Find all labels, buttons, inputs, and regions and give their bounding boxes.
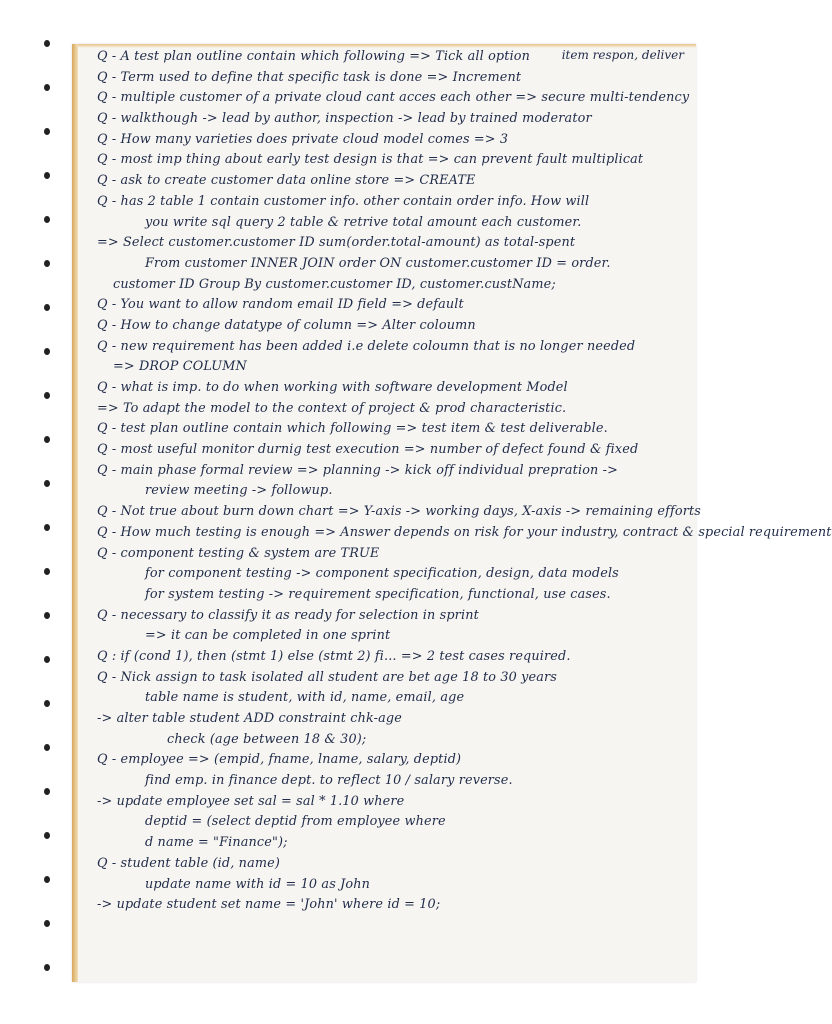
note-line: Q : if (cond 1), then (stmt 1) else (stmt 2) fi... => 2 test cases required. — [97, 648, 571, 664]
binding-hole — [44, 128, 50, 135]
note-line: for component testing -> component specification, design, data models — [145, 566, 619, 582]
note-line: table name is student, with id, name, email, age — [145, 690, 465, 706]
binding-hole — [44, 524, 50, 531]
binding-hole — [44, 260, 50, 267]
notebook-page — [72, 44, 832, 982]
note-line: Q - How much testing is enough => Answer depends on risk for your industry, contract & special requirement — [97, 524, 832, 540]
note-line: => Select customer.customer ID sum(order.total-amount) as total-spent — [97, 235, 576, 251]
note-line: you write sql query 2 table & retrive total amount each customer. — [145, 214, 582, 230]
note-line: Q - How many varieties does private cloud model comes => 3 — [97, 131, 509, 147]
note-line: find emp. in finance dept. to reflect 10 / salary reverse. — [145, 773, 513, 789]
note-line: Q - employee => (empid, fname, lname, salary, deptid) — [97, 752, 462, 768]
note-line: d name = "Finance"); — [145, 835, 288, 851]
binding-hole — [44, 568, 50, 575]
note-line: customer ID Group By customer.customer ID, customer.custName; — [113, 276, 556, 292]
binding-hole — [44, 964, 50, 971]
note-line: Q - Nick assign to task isolated all student are bet age 18 to 30 years — [97, 669, 557, 685]
note-line: Q - multiple customer of a private cloud cant acces each other => secure multi-tendency — [97, 90, 690, 106]
note-line: -> update student set name = 'John' where id = 10; — [97, 897, 441, 913]
note-line: check (age between 18 & 30); — [167, 731, 367, 747]
note-line: Q - ask to create customer data online store => CREATE — [97, 173, 476, 189]
note-line: => To adapt the model to the context of project & prod characteristic. — [97, 400, 567, 416]
binding-hole — [44, 216, 50, 223]
note-line: Q - How to change datatype of column => Alter coloumn — [97, 317, 476, 333]
binding-hole — [44, 612, 50, 619]
note-line: Q - most imp thing about early test design is that => can prevent fault multiplicat — [97, 152, 644, 168]
binding-hole — [44, 920, 50, 927]
note-line: review meeting -> followup. — [145, 483, 333, 499]
note-line: => it can be completed in one sprint — [145, 628, 391, 644]
binding-hole — [44, 832, 50, 839]
note-line: Q - has 2 table 1 contain customer info. other contain order info. How will — [97, 193, 590, 209]
binding-hole — [44, 172, 50, 179]
note-line: Q - most useful monitor durnig test execution => number of defect found & fixed — [97, 442, 639, 458]
binding-hole — [44, 436, 50, 443]
note-line: From customer INNER JOIN order ON customer.customer ID = order. — [145, 255, 611, 271]
binding-holes — [44, 40, 54, 1000]
side-note: item respon, deliver — [561, 48, 684, 62]
note-line: Q - Term used to define that specific task is done => Increment — [97, 69, 522, 85]
binding-hole — [44, 744, 50, 751]
binding-hole — [44, 788, 50, 795]
note-line: Q - what is imp. to do when working with software development Model — [97, 380, 568, 395]
note-line: Q - A test plan outline contain which following => Tick all option — [97, 49, 531, 64]
note-line: deptid = (select deptid from employee where — [145, 814, 446, 830]
note-line: Q - test plan outline contain which following => test item & test deliverable. — [97, 421, 608, 437]
note-line: => DROP COLUMN — [113, 359, 247, 375]
note-line: Q - You want to allow random email ID field => default — [97, 297, 464, 313]
note-line: Q - necessary to classify it as ready for selection in sprint — [97, 607, 479, 623]
binding-hole — [44, 876, 50, 883]
binding-hole — [44, 304, 50, 311]
note-line: update name with id = 10 as John — [145, 876, 371, 892]
note-line: Q - walkthough -> lead by author, inspection -> lead by trained moderator — [97, 111, 592, 127]
paper-left-edge — [72, 44, 78, 982]
note-line: -> update employee set sal = sal * 1.10 where — [97, 793, 405, 809]
note-line: Q - Not true about burn down chart => Y-axis -> working days, X-axis -> remaining efforts — [97, 504, 701, 520]
binding-hole — [44, 480, 50, 487]
binding-hole — [44, 84, 50, 91]
binding-hole — [44, 392, 50, 399]
handwritten-notes — [97, 47, 832, 916]
binding-hole — [44, 348, 50, 355]
binding-hole — [44, 40, 50, 47]
note-line: Q - main phase formal review => planning -> kick off individual prepration -> — [97, 462, 619, 478]
note-line: Q - student table (id, name) — [97, 855, 281, 871]
note-line: Q - component testing & system are TRUE — [97, 545, 380, 561]
binding-hole — [44, 656, 50, 663]
note-line: for system testing -> requirement specification, functional, use cases. — [145, 586, 611, 602]
note-line: Q - new requirement has been added i.e delete coloumn that is no longer needed — [97, 338, 636, 354]
binding-hole — [44, 700, 50, 707]
note-line: -> alter table student ADD constraint chk-age — [97, 711, 402, 726]
